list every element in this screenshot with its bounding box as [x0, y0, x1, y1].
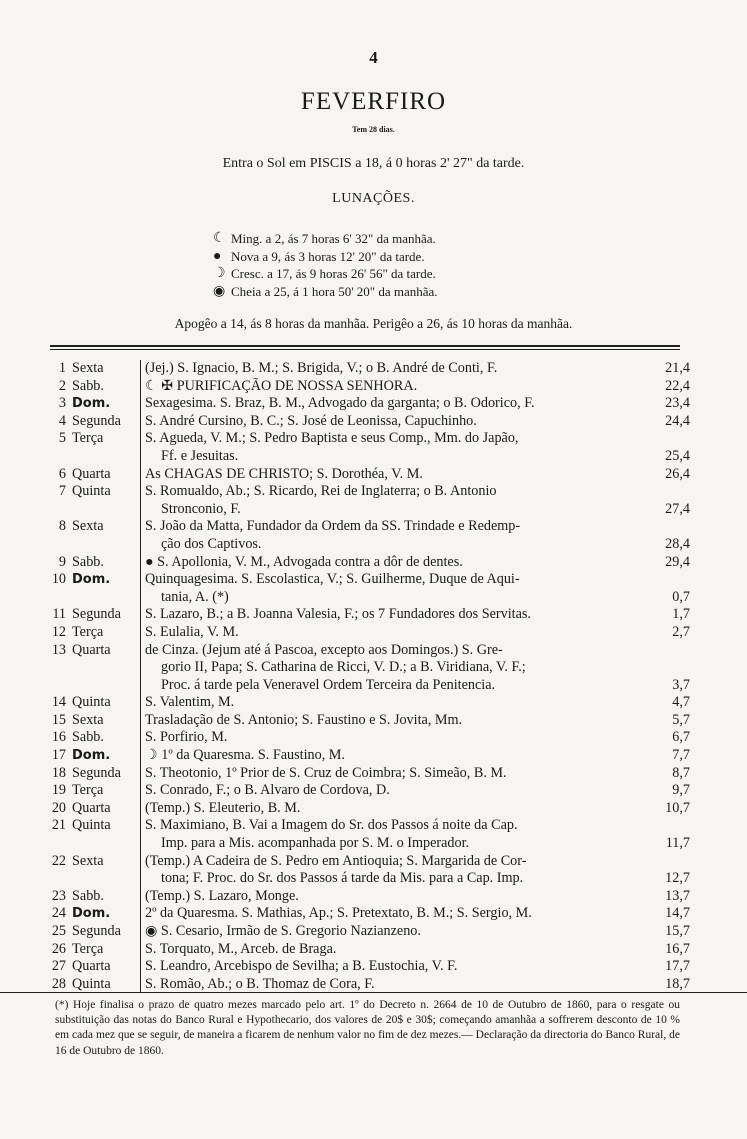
entry-text: (Temp.) S. Lazaro, Monge.: [145, 887, 299, 904]
saints-entry: [140, 817, 690, 852]
entry-text: (Temp.) A Cadeira de S. Pedro em Antioquia; S. Margarida de Cor-: [145, 852, 527, 869]
weekday: Dom.: [72, 906, 111, 922]
weekday: Segunda: [72, 764, 121, 781]
weekday: Quinta: [72, 694, 111, 711]
entry-line: [145, 765, 690, 783]
entry-line: [145, 466, 690, 484]
divider: [50, 349, 680, 350]
divider: [50, 345, 680, 347]
entry-line: [145, 800, 690, 818]
calendar-row: [40, 782, 690, 800]
day-number: 9: [58, 553, 66, 570]
weekday: Quinta: [72, 817, 111, 834]
day-number: 21: [51, 817, 66, 834]
weekday: Terça: [72, 782, 104, 799]
calendar-row: [40, 747, 690, 765]
weekday: Sexta: [72, 852, 104, 869]
moon-age: 10,7: [665, 799, 690, 816]
entry-line: [145, 958, 690, 976]
moon-age: 28,4: [665, 535, 690, 552]
day-number: 26: [51, 940, 66, 957]
moon-age: [652, 518, 690, 536]
entry-line: [145, 378, 690, 396]
calendar-row: [40, 817, 690, 852]
entry-line: [145, 976, 690, 994]
entry-text: S. João da Matta, Fundador da Ordem da SS. Trindade e Redemp-: [145, 518, 521, 535]
entry-text: As CHAGAS DE CHRISTO; S. Dorothéa, V. M.: [145, 465, 423, 482]
entry-line: [145, 677, 690, 695]
entry-line: [145, 501, 690, 519]
entry-text: S. Valentim, M.: [145, 694, 235, 711]
weekday: Segunda: [72, 606, 121, 623]
new-moon-icon: ●: [213, 248, 222, 264]
entry-line: [145, 888, 690, 906]
moon-age: 29,4: [665, 553, 690, 570]
moon-age: [652, 571, 690, 589]
entry-text: S. Leandro, Arcebispo de Sevilha; a B. Eustochia, V. F.: [145, 958, 458, 975]
entry-text: S. Maximiano, B. Vai a Imagem do Sr. dos Passos á noite da Cap.: [145, 817, 518, 834]
entry-text: Trasladação de S. Antonio; S. Faustino e S. Jovita, Mm.: [145, 711, 463, 728]
moon-age: 26,4: [665, 465, 690, 482]
saints-entry: [140, 853, 690, 888]
moon-age: [652, 659, 690, 677]
calendar-row: [40, 430, 690, 465]
entry-text: S. Conrado, F.; o B. Alvaro de Cordova, D.: [145, 782, 390, 799]
month-title: FEVERFIRO: [300, 88, 447, 115]
entry-line: [145, 571, 690, 589]
entry-text: gorio II, Papa; S. Catharina de Ricci, V. D.; a B. Viridiana, V. F.;: [161, 659, 526, 676]
saints-entry: [140, 712, 690, 730]
day-number: 22: [51, 852, 66, 869]
weekday: Sexta: [72, 360, 104, 376]
weekday: Quarta: [72, 641, 111, 658]
entry-line: [145, 817, 690, 835]
saints-entry: [140, 958, 690, 976]
moon-age: 8,7: [672, 764, 690, 781]
entry-line: [145, 782, 690, 800]
day-number: 1: [58, 360, 66, 376]
waxing-moon-icon: ☽: [213, 266, 226, 281]
saints-entry: [140, 413, 690, 431]
calendar-row: [40, 466, 690, 484]
calendar-row: [40, 606, 690, 624]
entry-text: S. Romão, Ab.; o B. Thomaz de Cora, F.: [145, 975, 375, 992]
weekday: Quinta: [72, 483, 111, 500]
calendar-row: [40, 413, 690, 431]
saints-entry: [140, 800, 690, 818]
calendar-row: [40, 624, 690, 642]
entry-text: S. Porfirio, M.: [145, 729, 228, 746]
moon-age: 6,7: [672, 729, 690, 746]
weekday: Sexta: [72, 711, 104, 728]
saints-entry: [140, 782, 690, 800]
entry-line: [145, 606, 690, 624]
weekday: Dom.: [72, 572, 111, 588]
day-number: 20: [51, 799, 66, 816]
entry-text: (Temp.) S. Eleuterio, B. M.: [145, 799, 301, 816]
day-number: 5: [58, 430, 66, 447]
moon-age: 7,7: [672, 747, 690, 764]
day-number: 19: [51, 782, 66, 799]
calendar-row: [40, 765, 690, 783]
saints-entry: [140, 624, 690, 642]
moon-age: [652, 817, 690, 835]
moon-phases: [213, 230, 438, 300]
moon-age: 2,7: [672, 623, 690, 640]
day-number: 2: [58, 377, 66, 394]
saints-entry: [140, 466, 690, 484]
entry-text: tania, A. (*): [161, 588, 229, 605]
entry-text: S. Torquato, M., Arceb. de Braga.: [145, 940, 337, 957]
saints-entry: [140, 360, 690, 378]
entry-text: S. Theotonio, 1º Prior de S. Cruz de Coimbra; S. Simeão, B. M.: [145, 764, 507, 781]
footnote: (*) Hoje finalisa o prazo de quatro mezes marcado pelo art. 1º do Decreto n. 2664 de 10 de Outubro de 1860, para o resgate ou substituição das notas do Banco Rural e Hypothecario, dos valores de 20$ e 30$; começando amanhãa a soffrerem desconto de 10 % em cada mez que se seguir, de maneira a ficarem de nenhum valor no fim de dez mezes.— Declaração da directoria do Banco Rural, de 16 de Outubro de 1860.: [55, 999, 680, 1057]
weekday: Terça: [72, 623, 104, 640]
moon-age: 17,7: [665, 958, 690, 975]
phase-text: Cheia a 25, á 1 hora 50' 20" da manhãa.: [231, 283, 438, 299]
entry-line: [145, 448, 690, 466]
entry-text: Sexagesima. S. Braz, B. M., Advogado da garganta; o B. Odorico, F.: [145, 395, 535, 412]
entry-text: (Jej.) S. Ignacio, B. M.; S. Brigida, V.; o B. André de Conti, F.: [145, 360, 498, 376]
saints-entry: [140, 905, 690, 923]
weekday: Sabb.: [72, 377, 104, 394]
weekday: Terça: [72, 940, 104, 957]
entry-line: [145, 853, 690, 871]
day-number: 6: [58, 465, 66, 482]
day-number: 3: [58, 395, 66, 412]
moon-age: 18,7: [665, 975, 690, 992]
saints-entry: [140, 729, 690, 747]
entry-line: [145, 941, 690, 959]
entry-line: [145, 712, 690, 730]
day-number: 15: [51, 711, 66, 728]
entry-line: [145, 624, 690, 642]
weekday: Quarta: [72, 465, 111, 482]
calendar-row: [40, 694, 690, 712]
moon-age: 15,7: [665, 923, 690, 939]
entry-line: [145, 694, 690, 712]
moon-age: 12,7: [665, 870, 690, 887]
moon-age: 16,7: [665, 940, 690, 957]
lunations-title: LUNAÇÕES.: [332, 191, 415, 206]
entry-line: [145, 835, 690, 853]
page-number: 4: [369, 48, 378, 67]
entry-text: Proc. á tarde pela Veneravel Ordem Terceira da Penitencia.: [161, 676, 496, 693]
weekday: Sexta: [72, 518, 104, 535]
day-number: 11: [52, 606, 66, 623]
entry-text: de Cinza. (Jejum até á Pascoa, excepto aos Domingos.) S. Gre-: [145, 641, 503, 658]
moon-age: 21,4: [665, 360, 690, 376]
day-number: 28: [51, 975, 66, 992]
weekday: Sabb.: [72, 553, 104, 570]
moon-age: 5,7: [672, 711, 690, 728]
saints-entry: [140, 518, 690, 553]
day-number: 16: [51, 729, 66, 746]
weekday: Segunda: [72, 412, 121, 429]
phase-item: [213, 265, 438, 283]
saints-entry: [140, 888, 690, 906]
phase-text: Nova a 9, ás 3 horas 12' 20" da tarde.: [231, 248, 425, 264]
moon-age: [652, 642, 690, 660]
entry-text: ☾ ✠ PURIFICAÇÃO DE NOSSA SENHORA.: [145, 377, 418, 394]
calendar-row: [40, 853, 690, 888]
entry-line: [145, 923, 690, 941]
moon-age: 25,4: [665, 447, 690, 464]
calendar-row: [40, 360, 690, 378]
moon-age: 22,4: [665, 377, 690, 394]
entry-text: ☽ 1º da Quaresma. S. Faustino, M.: [145, 747, 345, 764]
saints-entry: [140, 378, 690, 396]
weekday: Terça: [72, 430, 104, 447]
entry-text: ● S. Apollonia, V. M., Advogada contra a dôr de dentes.: [145, 553, 463, 570]
footnote-divider: [0, 992, 747, 993]
saints-entry: [140, 694, 690, 712]
entry-line: [145, 518, 690, 536]
saints-entry: [140, 606, 690, 624]
calendar-row: [40, 642, 690, 695]
apogee-perigee: Apogêo a 14, ás 8 horas da manhãa. Perigêo a 26, ás 10 horas da manhãa.: [174, 316, 573, 331]
saints-entry: [140, 747, 690, 765]
moon-age: 23,4: [665, 395, 690, 412]
weekday: Dom.: [72, 748, 111, 764]
entry-line: [145, 659, 690, 677]
entry-text: S. Agueda, V. M.; S. Pedro Baptista e seus Comp., Mm. do Japão,: [145, 430, 519, 447]
saints-entry: [140, 554, 690, 572]
phase-item: [213, 248, 438, 266]
saints-entry: [140, 395, 690, 413]
days-note: Tem 28 dias.: [352, 125, 395, 134]
day-number: 27: [51, 958, 66, 975]
entry-text: S. Romualdo, Ab.; S. Ricardo, Rei de Inglaterra; o B. Antonio: [145, 483, 497, 500]
moon-age: [652, 483, 690, 501]
day-number: 18: [51, 764, 66, 781]
entry-line: [145, 729, 690, 747]
moon-age: 0,7: [672, 588, 690, 605]
calendar-row: [40, 395, 690, 413]
weekday: Sabb.: [72, 729, 104, 746]
entry-line: [145, 413, 690, 431]
moon-age: 24,4: [665, 412, 690, 429]
calendar-row: [40, 571, 690, 606]
moon-age: 13,7: [665, 887, 690, 904]
entry-line: [145, 589, 690, 607]
calendar-row: [40, 483, 690, 518]
entry-text: tona; F. Proc. do Sr. dos Passos á tarde da Mis. para a Cap. Imp.: [161, 870, 524, 887]
entry-line: [145, 536, 690, 554]
saints-entry: [140, 941, 690, 959]
saints-entry: [140, 765, 690, 783]
weekday: Sabb.: [72, 887, 104, 904]
day-number: 24: [51, 905, 66, 922]
entry-text: Imp. para a Mis. acompanhada por S. M. o Imperador.: [161, 835, 470, 852]
day-number: 10: [51, 571, 66, 588]
saints-entry: [140, 923, 690, 941]
calendar-row: [40, 729, 690, 747]
entry-text: Quinquagesima. S. Escolastica, V.; S. Guilherme, Duque de Aqui-: [145, 571, 520, 588]
calendar-row: [40, 378, 690, 396]
entry-text: S. André Cursino, B. C.; S. José de Leonissa, Capuchinho.: [145, 412, 477, 429]
entry-text: S. Eulalia, V. M.: [145, 623, 239, 640]
entry-text: Stronconio, F.: [161, 500, 241, 517]
calendar-table: [40, 360, 690, 993]
weekday: Quarta: [72, 958, 111, 975]
calendar-row: [40, 888, 690, 906]
entry-line: [145, 360, 690, 378]
entry-line: [145, 483, 690, 501]
moon-age: [652, 853, 690, 871]
entry-line: [145, 870, 690, 888]
entry-text: ção dos Captivos.: [161, 535, 262, 552]
calendar-row: [40, 554, 690, 572]
calendar-row: [40, 800, 690, 818]
entry-line: [145, 395, 690, 413]
entry-line: [145, 554, 690, 572]
moon-age: 11,7: [665, 835, 690, 852]
calendar-row: [40, 518, 690, 553]
phase-text: Cresc. a 17, ás 9 horas 26' 56" da tarde.: [231, 266, 436, 281]
saints-entry: [140, 483, 690, 518]
saints-entry: [140, 430, 690, 465]
calendar-row: [40, 941, 690, 959]
entry-text: ◉ S. Cesario, Irmão de S. Gregorio Nazianzeno.: [145, 923, 421, 939]
weekday: Dom.: [72, 396, 111, 412]
moon-age: 1,7: [672, 606, 690, 623]
day-number: 14: [51, 694, 66, 711]
phase-item: [213, 230, 438, 248]
weekday: Segunda: [72, 923, 121, 939]
waning-moon-icon: ☾: [213, 231, 226, 246]
saints-entry: [140, 642, 690, 695]
day-number: 23: [51, 887, 66, 904]
moon-age: [652, 430, 690, 448]
entry-line: [145, 642, 690, 660]
saints-entry: [140, 571, 690, 606]
entry-line: [145, 747, 690, 765]
entry-text: 2º da Quaresma. S. Mathias, Ap.; S. Pretextato, B. M.; S. Sergio, M.: [145, 905, 532, 922]
day-number: 12: [51, 623, 66, 640]
calendar-row: [40, 712, 690, 730]
moon-age: 3,7: [672, 676, 690, 693]
day-number: 4: [58, 412, 66, 429]
entry-line: [145, 905, 690, 923]
phase-item: [213, 283, 438, 301]
full-moon-icon: ◉: [213, 283, 226, 299]
entry-line: [145, 430, 690, 448]
weekday: Quarta: [72, 799, 111, 816]
day-number: 17: [51, 747, 66, 764]
calendar-row: [40, 958, 690, 976]
entry-text: Ff. e Jesuitas.: [161, 447, 239, 464]
calendar-row: [40, 923, 690, 941]
day-number: 25: [51, 923, 66, 939]
day-number: 7: [58, 483, 66, 500]
phase-text: Ming. a 2, ás 7 horas 6' 32" da manhãa.: [231, 231, 436, 246]
day-number: 8: [58, 518, 66, 535]
sun-entry: Entra o Sol em PISCIS a 18, á 0 horas 2' 27" da tarde.: [222, 156, 525, 171]
moon-age: 14,7: [665, 905, 690, 922]
calendar-row: [40, 905, 690, 923]
moon-age: 4,7: [672, 694, 690, 711]
moon-age: 27,4: [665, 500, 690, 517]
weekday: Quinta: [72, 975, 111, 992]
moon-age: 9,7: [672, 782, 690, 799]
saints-entry: [140, 976, 690, 994]
entry-text: S. Lazaro, B.; a B. Joanna Valesia, F.; os 7 Fundadores dos Servitas.: [145, 606, 531, 623]
calendar-row: [40, 976, 690, 994]
day-number: 13: [51, 641, 66, 658]
